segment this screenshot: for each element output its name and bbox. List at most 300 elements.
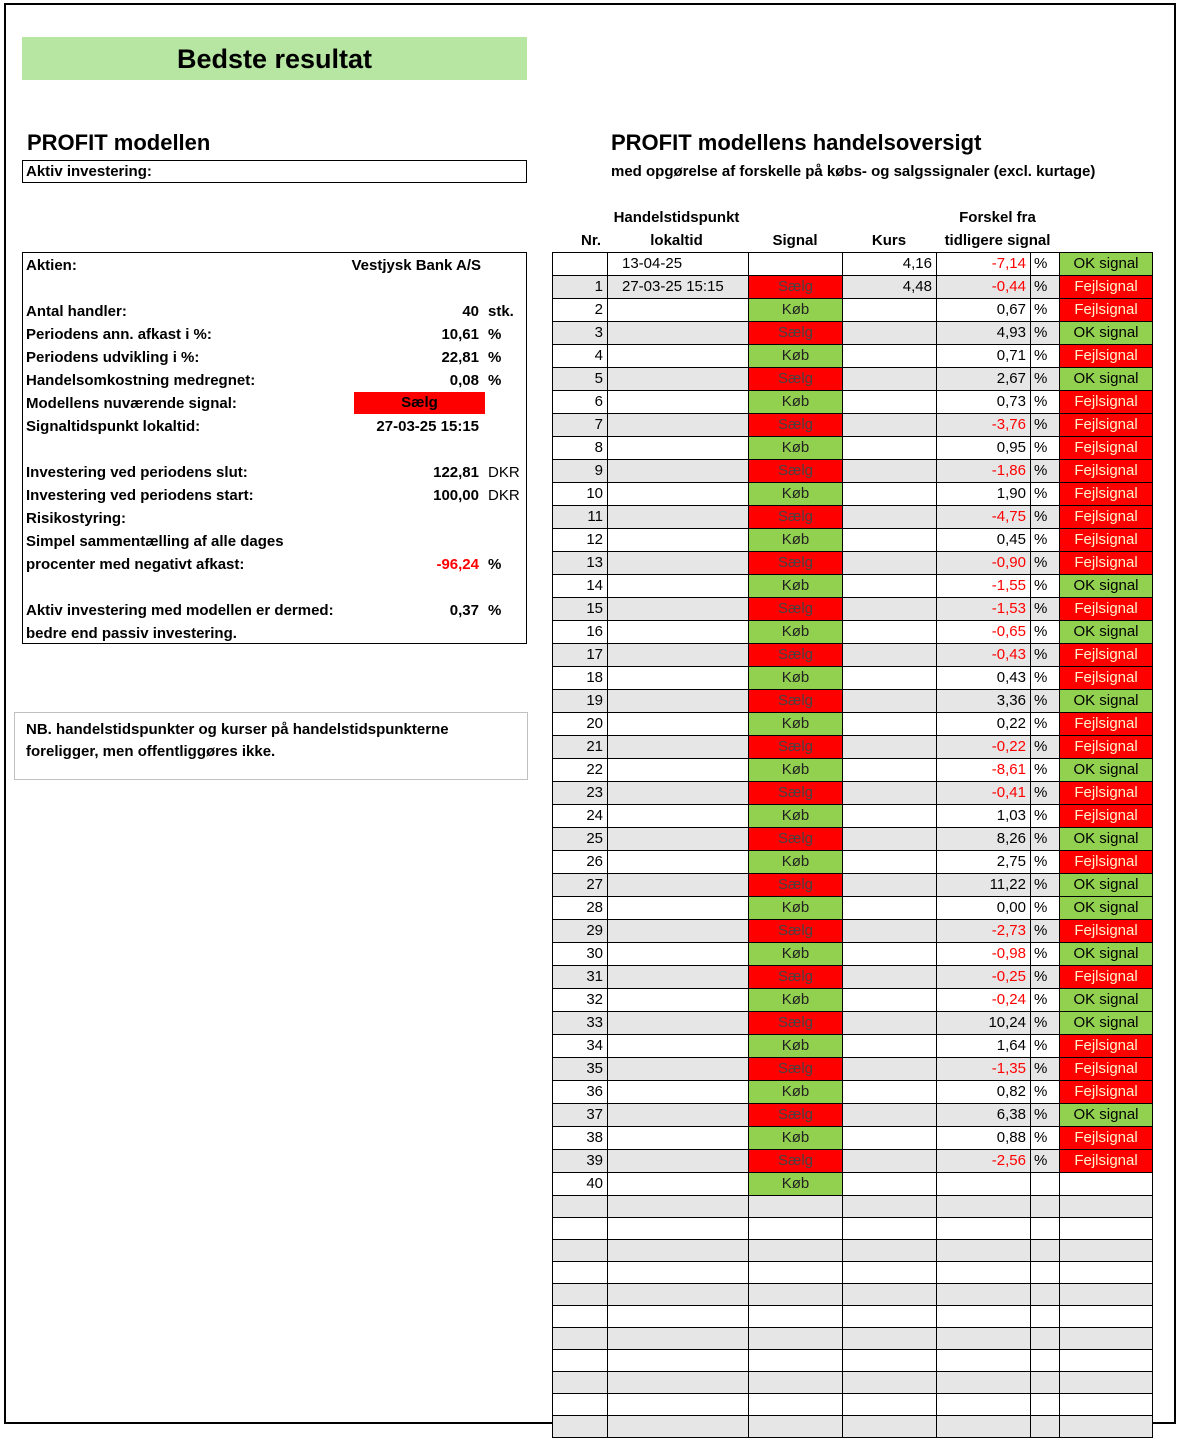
trade-pct-unit	[1031, 1372, 1060, 1394]
summary-row-signal	[23, 392, 526, 415]
trade-pct-unit: %	[1031, 460, 1060, 483]
trade-kurs	[843, 414, 937, 437]
trade-signal	[749, 1284, 843, 1306]
header-signal: Signal	[772, 232, 818, 249]
trade-signal	[749, 1416, 843, 1438]
trade-kurs	[843, 1372, 937, 1394]
table-row	[553, 483, 1153, 506]
table-row	[553, 644, 1153, 667]
trade-datetime	[608, 437, 749, 460]
table-row	[553, 1173, 1153, 1196]
trade-diff: 1,90	[937, 483, 1031, 506]
trade-kurs	[843, 1196, 937, 1218]
trade-diff	[937, 1306, 1031, 1328]
trade-pct-unit: %	[1031, 828, 1060, 851]
table-row	[553, 1058, 1153, 1081]
trade-kurs	[843, 759, 937, 782]
slut-value: 122,81	[433, 464, 479, 481]
trade-pct-unit: %	[1031, 851, 1060, 874]
summary-row-risiko	[23, 507, 526, 530]
trade-kurs	[843, 1218, 937, 1240]
trade-signal	[749, 1350, 843, 1372]
trade-signal: Sælg	[749, 1058, 843, 1081]
trade-nr	[553, 1394, 608, 1416]
trade-diff	[937, 1240, 1031, 1262]
table-row	[553, 414, 1153, 437]
neg-label: procenter med negativt afkast:	[26, 556, 245, 573]
trade-signal: Køb	[749, 621, 843, 644]
trade-kurs	[843, 1394, 937, 1416]
trade-datetime	[608, 299, 749, 322]
trade-pct-unit: %	[1031, 598, 1060, 621]
trade-signal: Sælg	[749, 1104, 843, 1127]
trade-signal: Køb	[749, 805, 843, 828]
trade-diff: 2,75	[937, 851, 1031, 874]
trade-datetime	[608, 483, 749, 506]
trade-pct-unit: %	[1031, 1035, 1060, 1058]
trade-diff	[937, 1394, 1031, 1416]
trade-diff: -0,41	[937, 782, 1031, 805]
trade-kurs	[843, 943, 937, 966]
trade-kurs	[843, 598, 937, 621]
trade-result: Fejlsignal	[1060, 598, 1153, 621]
trade-diff	[937, 1173, 1031, 1196]
trade-signal: Køb	[749, 851, 843, 874]
trade-diff	[937, 1350, 1031, 1372]
table-row	[553, 943, 1153, 966]
trade-result: OK signal	[1060, 368, 1153, 391]
trades-table	[552, 252, 1153, 1438]
trade-pct-unit: %	[1031, 299, 1060, 322]
trade-result: Fejlsignal	[1060, 667, 1153, 690]
table-row	[553, 1306, 1153, 1328]
udv-unit: %	[488, 349, 502, 366]
trade-diff: -7,14	[937, 253, 1031, 276]
trade-datetime	[608, 690, 749, 713]
trade-kurs	[843, 805, 937, 828]
trade-result: Fejlsignal	[1060, 460, 1153, 483]
trade-kurs	[843, 1150, 937, 1173]
table-row	[553, 460, 1153, 483]
trade-kurs	[843, 506, 937, 529]
trade-kurs	[843, 851, 937, 874]
trade-diff: 0,43	[937, 667, 1031, 690]
note-line-1: NB. handelstidspunkter og kurser på handelstidspunkterne	[26, 721, 449, 738]
header-datetime-1: Handelstidspunkt	[613, 209, 740, 226]
trade-kurs	[843, 368, 937, 391]
trade-pct-unit	[1031, 1328, 1060, 1350]
trade-result: OK signal	[1060, 759, 1153, 782]
trade-diff: 0,00	[937, 897, 1031, 920]
trade-result: Fejlsignal	[1060, 1150, 1153, 1173]
table-row	[553, 874, 1153, 897]
header-kurs: Kurs	[871, 232, 907, 249]
trade-kurs	[843, 667, 937, 690]
trade-diff: 0,22	[937, 713, 1031, 736]
trade-nr: 10	[553, 483, 608, 506]
trade-diff: 3,36	[937, 690, 1031, 713]
summary-row-udv	[23, 346, 526, 369]
table-row	[553, 897, 1153, 920]
trade-diff: 1,64	[937, 1035, 1031, 1058]
trade-pct-unit: %	[1031, 414, 1060, 437]
trade-kurs	[843, 1127, 937, 1150]
trade-signal: Sælg	[749, 736, 843, 759]
trade-kurs	[843, 828, 937, 851]
table-row	[553, 1196, 1153, 1218]
trade-kurs	[843, 322, 937, 345]
trade-signal: Køb	[749, 1173, 843, 1196]
trade-diff: 0,45	[937, 529, 1031, 552]
trade-result	[1060, 1240, 1153, 1262]
trade-result: Fejlsignal	[1060, 1035, 1153, 1058]
trade-datetime	[608, 1081, 749, 1104]
trade-nr: 5	[553, 368, 608, 391]
trade-datetime	[608, 1416, 749, 1438]
trade-result: OK signal	[1060, 1104, 1153, 1127]
table-row	[553, 391, 1153, 414]
trade-pct-unit: %	[1031, 736, 1060, 759]
trade-kurs	[843, 437, 937, 460]
trade-datetime	[608, 1012, 749, 1035]
trade-diff: -1,53	[937, 598, 1031, 621]
trade-pct-unit: %	[1031, 253, 1060, 276]
trade-kurs	[843, 920, 937, 943]
trade-datetime	[608, 828, 749, 851]
trade-signal	[749, 1262, 843, 1284]
bedre-label: bedre end passiv investering.	[26, 625, 237, 642]
trade-signal: Køb	[749, 897, 843, 920]
header-diff-2: tidligere signal	[944, 232, 1051, 249]
trade-nr: 16	[553, 621, 608, 644]
trade-nr	[553, 1350, 608, 1372]
trade-pct-unit: %	[1031, 1081, 1060, 1104]
trade-kurs	[843, 1240, 937, 1262]
trade-kurs	[843, 1328, 937, 1350]
trade-kurs	[843, 713, 937, 736]
trade-kurs	[843, 460, 937, 483]
trade-diff: 10,24	[937, 1012, 1031, 1035]
trade-result: Fejlsignal	[1060, 529, 1153, 552]
trade-result	[1060, 1218, 1153, 1240]
trade-pct-unit: %	[1031, 575, 1060, 598]
trade-diff: 0,95	[937, 437, 1031, 460]
trade-kurs	[843, 1262, 937, 1284]
trade-signal: Køb	[749, 943, 843, 966]
table-row	[553, 782, 1153, 805]
right-subheading: med opgørelse af forskelle på købs- og salgssignaler (excl. kurtage)	[611, 163, 1096, 180]
trade-pct-unit: %	[1031, 276, 1060, 299]
trade-result: Fejlsignal	[1060, 782, 1153, 805]
trade-result: Fejlsignal	[1060, 805, 1153, 828]
trade-diff: -4,75	[937, 506, 1031, 529]
trade-datetime	[608, 345, 749, 368]
aktiv-mod-label: Aktiv investering med modellen er dermed:	[26, 602, 334, 619]
trade-result: Fejlsignal	[1060, 299, 1153, 322]
table-row	[553, 322, 1153, 345]
trade-kurs	[843, 690, 937, 713]
trade-nr: 25	[553, 828, 608, 851]
trade-signal: Køb	[749, 529, 843, 552]
neg-unit: %	[488, 556, 502, 573]
trade-datetime	[608, 1284, 749, 1306]
trade-kurs	[843, 552, 937, 575]
trade-diff: -0,44	[937, 276, 1031, 299]
trade-pct-unit: %	[1031, 644, 1060, 667]
trade-datetime	[608, 575, 749, 598]
trade-kurs	[843, 989, 937, 1012]
trade-nr: 1	[553, 276, 608, 299]
trade-signal: Sælg	[749, 1150, 843, 1173]
trade-result: OK signal	[1060, 874, 1153, 897]
trade-nr: 34	[553, 1035, 608, 1058]
trade-kurs	[843, 1416, 937, 1438]
trade-kurs	[843, 1035, 937, 1058]
table-row	[553, 1262, 1153, 1284]
summary-row-ann	[23, 323, 526, 346]
trade-result: Fejlsignal	[1060, 276, 1153, 299]
table-row	[553, 299, 1153, 322]
trade-pct-unit: %	[1031, 759, 1060, 782]
trade-pct-unit: %	[1031, 506, 1060, 529]
trade-result	[1060, 1262, 1153, 1284]
trade-nr: 3	[553, 322, 608, 345]
trade-nr: 24	[553, 805, 608, 828]
trade-pct-unit: %	[1031, 368, 1060, 391]
trade-datetime	[608, 897, 749, 920]
trade-datetime	[608, 874, 749, 897]
trade-kurs	[843, 874, 937, 897]
trade-nr: 18	[553, 667, 608, 690]
trade-pct-unit	[1031, 1196, 1060, 1218]
trade-result: OK signal	[1060, 989, 1153, 1012]
trade-diff	[937, 1262, 1031, 1284]
trade-kurs	[843, 1350, 937, 1372]
trade-diff: -0,43	[937, 644, 1031, 667]
trade-kurs	[843, 1012, 937, 1035]
trade-signal	[749, 1372, 843, 1394]
ann-label: Periodens ann. afkast i %:	[26, 326, 212, 343]
trade-signal	[749, 1240, 843, 1262]
trade-kurs	[843, 621, 937, 644]
trade-nr: 6	[553, 391, 608, 414]
trade-datetime	[608, 759, 749, 782]
trade-kurs	[843, 966, 937, 989]
trade-kurs	[843, 782, 937, 805]
trade-datetime	[608, 1173, 749, 1196]
summary-row-bedre	[23, 622, 526, 645]
aktiv-mod-value: 0,37	[449, 602, 479, 619]
summary-row-start	[23, 484, 526, 507]
trade-signal	[749, 1328, 843, 1350]
signal-label: Modellens nuværende signal:	[26, 395, 237, 412]
table-row	[553, 1012, 1153, 1035]
trade-kurs	[843, 736, 937, 759]
trade-nr: 27	[553, 874, 608, 897]
trade-nr: 21	[553, 736, 608, 759]
trade-kurs	[843, 391, 937, 414]
summary-box	[22, 252, 527, 644]
trade-datetime: 27-03-25 15:15	[608, 276, 749, 299]
trade-datetime: 13-04-25	[608, 253, 749, 276]
trade-nr	[553, 1262, 608, 1284]
trade-nr: 11	[553, 506, 608, 529]
trade-datetime	[608, 322, 749, 345]
trade-kurs	[843, 1104, 937, 1127]
trade-pct-unit: %	[1031, 1150, 1060, 1173]
trade-diff: -1,86	[937, 460, 1031, 483]
trade-pct-unit: %	[1031, 874, 1060, 897]
aktiv-investering-label: Aktiv investering:	[26, 163, 152, 180]
table-row	[553, 1104, 1153, 1127]
trade-nr: 38	[553, 1127, 608, 1150]
trade-datetime	[608, 1035, 749, 1058]
trade-nr: 30	[553, 943, 608, 966]
trade-result	[1060, 1350, 1153, 1372]
table-row	[553, 690, 1153, 713]
trade-signal: Køb	[749, 299, 843, 322]
page-title: Bedste resultat	[22, 37, 527, 80]
trade-diff	[937, 1218, 1031, 1240]
table-row	[553, 966, 1153, 989]
trade-nr	[553, 1372, 608, 1394]
table-row	[553, 989, 1153, 1012]
trade-signal: Sælg	[749, 598, 843, 621]
trade-diff	[937, 1196, 1031, 1218]
trade-datetime	[608, 391, 749, 414]
trade-result: Fejlsignal	[1060, 414, 1153, 437]
table-row	[553, 1127, 1153, 1150]
start-label: Investering ved periodens start:	[26, 487, 254, 504]
trade-datetime	[608, 713, 749, 736]
table-row	[553, 1081, 1153, 1104]
trade-pct-unit: %	[1031, 345, 1060, 368]
trade-datetime	[608, 989, 749, 1012]
trade-diff: 4,93	[937, 322, 1031, 345]
neg-value: -96,24	[436, 556, 479, 573]
note-box	[14, 712, 528, 780]
trade-nr: 36	[553, 1081, 608, 1104]
trade-diff: -1,35	[937, 1058, 1031, 1081]
trade-datetime	[608, 460, 749, 483]
table-row	[553, 736, 1153, 759]
trade-signal: Sælg	[749, 276, 843, 299]
table-row	[553, 920, 1153, 943]
risiko-label: Risikostyring:	[26, 510, 127, 527]
trade-datetime	[608, 1058, 749, 1081]
table-row	[553, 276, 1153, 299]
summary-row-simpel	[23, 530, 526, 553]
trade-signal: Sælg	[749, 920, 843, 943]
trade-datetime	[608, 1196, 749, 1218]
trade-diff: 0,71	[937, 345, 1031, 368]
trade-signal: Sælg	[749, 460, 843, 483]
trade-signal: Køb	[749, 575, 843, 598]
trade-diff: 11,22	[937, 874, 1031, 897]
trade-kurs	[843, 299, 937, 322]
trade-diff: 0,82	[937, 1081, 1031, 1104]
trade-result	[1060, 1173, 1153, 1196]
trade-diff: -1,55	[937, 575, 1031, 598]
trade-result: Fejlsignal	[1060, 713, 1153, 736]
trade-nr: 37	[553, 1104, 608, 1127]
trade-signal: Sælg	[749, 828, 843, 851]
right-heading: PROFIT modellens handelsoversigt	[611, 130, 982, 155]
trade-diff: -0,98	[937, 943, 1031, 966]
start-unit: DKR	[488, 487, 520, 504]
trade-result: OK signal	[1060, 253, 1153, 276]
trade-datetime	[608, 1127, 749, 1150]
trade-kurs: 4,16	[843, 253, 937, 276]
trade-result: OK signal	[1060, 690, 1153, 713]
trade-pct-unit: %	[1031, 920, 1060, 943]
trade-diff: -0,90	[937, 552, 1031, 575]
trade-datetime	[608, 1394, 749, 1416]
trade-datetime	[608, 943, 749, 966]
trade-datetime	[608, 1104, 749, 1127]
trade-kurs	[843, 644, 937, 667]
trade-nr: 7	[553, 414, 608, 437]
trade-pct-unit	[1031, 1416, 1060, 1438]
trade-datetime	[608, 1262, 749, 1284]
trade-diff: -0,65	[937, 621, 1031, 644]
trade-result: Fejlsignal	[1060, 506, 1153, 529]
trade-signal: Køb	[749, 667, 843, 690]
summary-row-sigtid	[23, 415, 526, 438]
summary-row-aktien	[23, 254, 526, 277]
trade-kurs	[843, 1173, 937, 1196]
trade-nr	[553, 1240, 608, 1262]
trade-kurs: 4,48	[843, 276, 937, 299]
trade-diff: -0,24	[937, 989, 1031, 1012]
trade-diff	[937, 1416, 1031, 1438]
trade-datetime	[608, 368, 749, 391]
summary-row-slut	[23, 461, 526, 484]
trade-signal: Sælg	[749, 966, 843, 989]
table-row	[553, 552, 1153, 575]
ann-unit: %	[488, 326, 502, 343]
trade-signal: Sælg	[749, 644, 843, 667]
trade-pct-unit: %	[1031, 943, 1060, 966]
aktiv-mod-unit: %	[488, 602, 502, 619]
trade-signal: Sælg	[749, 506, 843, 529]
trade-pct-unit: %	[1031, 437, 1060, 460]
trade-pct-unit: %	[1031, 391, 1060, 414]
trade-diff: -0,25	[937, 966, 1031, 989]
omk-unit: %	[488, 372, 502, 389]
trade-signal	[749, 1218, 843, 1240]
trade-nr: 14	[553, 575, 608, 598]
trade-nr	[553, 1218, 608, 1240]
trade-diff: 2,67	[937, 368, 1031, 391]
trade-nr	[553, 1284, 608, 1306]
trade-pct-unit	[1031, 1350, 1060, 1372]
summary-row-antal	[23, 300, 526, 323]
trade-datetime	[608, 621, 749, 644]
table-row	[553, 1035, 1153, 1058]
trade-diff: 0,73	[937, 391, 1031, 414]
trade-result: Fejlsignal	[1060, 966, 1153, 989]
trade-datetime	[608, 805, 749, 828]
trade-nr	[553, 1416, 608, 1438]
trade-datetime	[608, 736, 749, 759]
trade-result: OK signal	[1060, 943, 1153, 966]
trade-result: OK signal	[1060, 322, 1153, 345]
trade-signal: Køb	[749, 437, 843, 460]
antal-unit: stk.	[488, 303, 514, 320]
trade-nr	[553, 253, 608, 276]
trade-pct-unit: %	[1031, 782, 1060, 805]
